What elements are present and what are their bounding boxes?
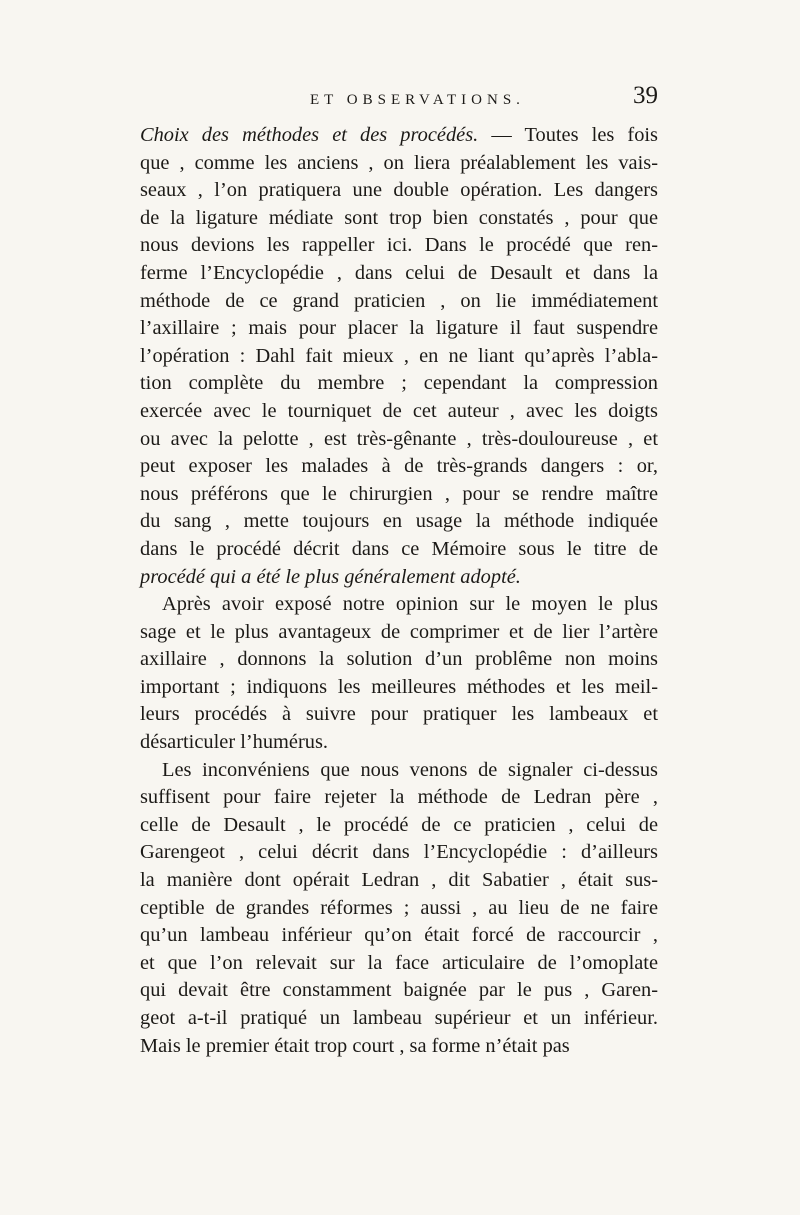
text-segment: dans le procédé décrit dans ce Mémoire sous le titre de	[140, 537, 658, 560]
text-line	[140, 481, 658, 509]
text-segment: Mais le premier était trop court , sa forme n’était pas	[140, 1034, 570, 1057]
italic-text: Choix des méthodes et des procédés.	[140, 124, 479, 146]
text-segment: méthode de ce grand praticien , on lie immédiatement	[140, 289, 658, 312]
body-text	[140, 122, 658, 1060]
text-segment: — Toutes les fois	[478, 124, 658, 146]
text-line	[140, 784, 658, 812]
paragraph	[140, 122, 658, 591]
text-line	[140, 950, 658, 978]
text-line	[140, 757, 658, 785]
text-segment: seaux , l’on pratiquera une double opération. Les dangers	[140, 179, 658, 202]
text-line	[140, 646, 658, 674]
italic-text: procédé qui a été le plus généralement adopté.	[140, 565, 521, 588]
text-line	[140, 701, 658, 729]
text-line	[140, 674, 658, 702]
text-segment: de la ligature médiate sont trop bien constatés , pour que	[140, 206, 658, 229]
text-line	[140, 812, 658, 840]
text-segment: exercée avec le tourniquet de cet auteur , avec les doigts	[140, 399, 658, 422]
text-line	[140, 867, 658, 895]
text-segment: ou avec la pelotte , est très-gênante , très-douloureuse , et	[140, 427, 658, 450]
text-line	[140, 591, 658, 619]
text-segment: nous devions les rappeller ici. Dans le procédé que ren-	[140, 234, 658, 257]
text-line	[140, 288, 658, 316]
text-line	[140, 150, 658, 178]
text-segment: axillaire , donnons la solution d’un problême non moins	[140, 648, 658, 671]
text-line	[140, 1033, 658, 1061]
text-segment: Après avoir exposé notre opinion sur le moyen le plus	[162, 593, 658, 616]
text-line	[140, 536, 658, 564]
text-line	[140, 977, 658, 1005]
text-segment: Les inconvéniens que nous venons de signaler ci-dessus	[162, 758, 658, 781]
text-segment: peut exposer les malades à de très-grands dangers : or,	[140, 455, 658, 478]
text-segment: du sang , mette toujours en usage la méthode indiquée	[140, 510, 658, 533]
text-line	[140, 343, 658, 371]
paragraph	[140, 591, 658, 757]
text-line	[140, 426, 658, 454]
text-line	[140, 205, 658, 233]
page-number: 39	[633, 82, 658, 109]
text-line	[140, 508, 658, 536]
text-segment: et que l’on relevait sur la face articulaire de l’omoplate	[140, 951, 658, 974]
text-line	[140, 729, 658, 757]
text-line	[140, 1005, 658, 1033]
text-segment: tion complète du membre ; cependant la compression	[140, 372, 658, 395]
text-line	[140, 122, 658, 150]
text-segment: celle de Desault , le procédé de ce praticien , celui de	[140, 813, 658, 836]
text-line	[140, 564, 658, 592]
text-line	[140, 453, 658, 481]
text-line	[140, 315, 658, 343]
text-segment: nous préférons que le chirurgien , pour se rendre maître	[140, 482, 658, 505]
text-line	[140, 232, 658, 260]
text-segment: la manière dont opérait Ledran , dit Sabatier , était sus-	[140, 869, 658, 892]
text-line	[140, 398, 658, 426]
text-segment: l’opération : Dahl fait mieux , en ne liant qu’après l’abla-	[140, 344, 658, 367]
text-segment: suffisent pour faire rejeter la méthode de Ledran père ,	[140, 786, 658, 809]
text-line	[140, 839, 658, 867]
text-segment: sage et le plus avantageux de comprimer et de lier l’artère	[140, 620, 658, 643]
running-title: ET OBSERVATIONS.	[310, 92, 525, 108]
text-segment: ceptible de grandes réformes ; aussi , au lieu de ne faire	[140, 896, 658, 919]
text-line	[140, 895, 658, 923]
text-segment: important ; indiquons les meilleures méthodes et les meil-	[140, 675, 658, 698]
text-segment: que , comme les anciens , on liera préalablement les vais-	[140, 151, 658, 174]
text-line	[140, 922, 658, 950]
running-head	[140, 82, 658, 122]
text-segment: ferme l’Encyclopédie , dans celui de Desault et dans la	[140, 261, 658, 284]
text-segment: geot a-t-il pratiqué un lambeau supérieur et un inférieur.	[140, 1007, 658, 1029]
text-line	[140, 370, 658, 398]
text-line	[140, 619, 658, 647]
text-segment: qui devait être constamment baignée par le pus , Garen-	[140, 979, 658, 1002]
text-segment: l’axillaire ; mais pour placer la ligature il faut suspendre	[140, 317, 658, 340]
text-line	[140, 260, 658, 288]
book-page	[140, 82, 658, 1060]
text-line	[140, 177, 658, 205]
text-segment: leurs procédés à suivre pour pratiquer les lambeaux et	[140, 703, 658, 726]
paragraph	[140, 757, 658, 1061]
text-segment: Garengeot , celui décrit dans l’Encyclopédie : d’ailleurs	[140, 841, 658, 864]
text-segment: qu’un lambeau inférieur qu’on était forcé de raccourcir ,	[140, 924, 658, 947]
text-segment: désarticuler l’humérus.	[140, 731, 328, 754]
